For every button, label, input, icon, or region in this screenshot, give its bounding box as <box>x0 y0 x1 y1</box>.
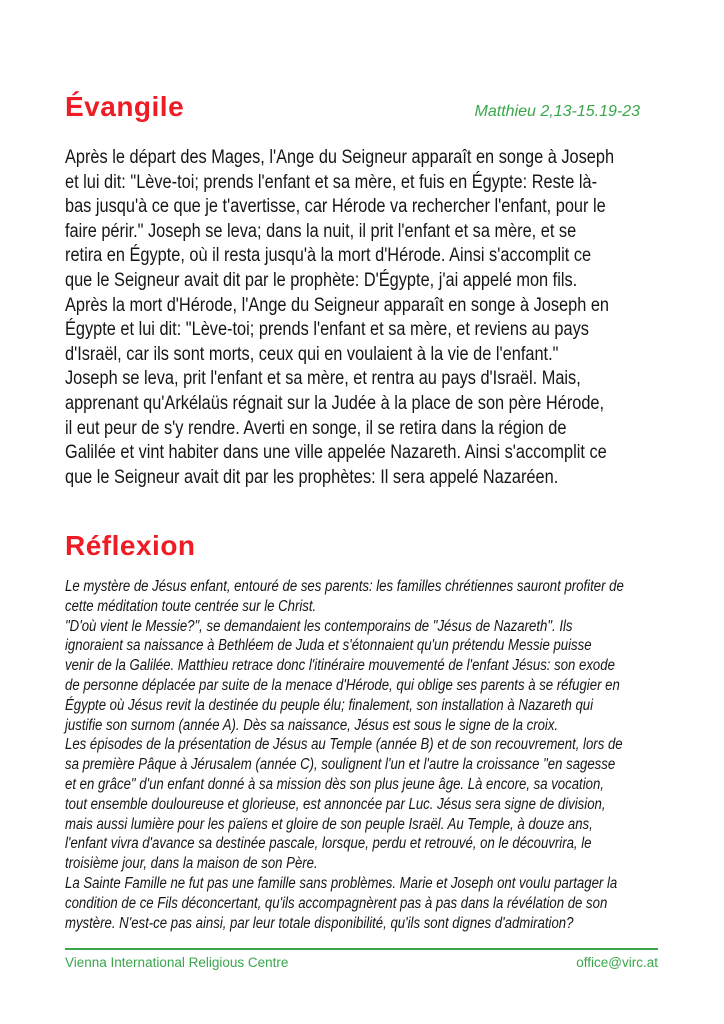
text-line: Galilée et vint habiter dans une ville appelée Nazareth. Ainsi s'accomplit ce <box>65 442 607 464</box>
text-line: Après la mort d'Hérode, l'Ange du Seigneur apparaît en songe à Joseph en <box>65 294 610 316</box>
text-line: et en grâce" d'un enfant donné à sa mission dès son plus jeune âge. Là encore, sa vocation, <box>65 775 604 793</box>
text-line: bas jusqu'à ce que je t'avertisse, car Hérode va rechercher l'enfant, pour le <box>65 196 606 218</box>
text-line: Après le départ des Mages, l'Ange du Seigneur apparaît en songe à Joseph <box>65 147 615 168</box>
text-line: venir de la Galilée. Matthieu retrace donc l'itinéraire mouvementé de l'enfant Jésus: son exode <box>65 657 615 675</box>
text-line: que le Seigneur avait dit par les prophètes: Il sera appelé Nazaréen. <box>65 466 559 488</box>
text-line: Joseph se leva, prit l'enfant et sa mère, et rentra au pays d'Israël. Mais, <box>65 368 581 390</box>
text-line: La Sainte Famille ne fut pas une famille sans problèmes. Marie et Joseph ont voulu partager la <box>65 874 618 892</box>
footer-organization: Vienna International Religious Centre <box>65 955 289 970</box>
text-line: ignoraient sa naissance à Bethléem de Juda et s'étonnaient qu'un prétendu Messie puisse <box>65 637 592 655</box>
text-line: apprenant qu'Arkélaüs régnait sur la Judée à la place de son père Hérode, <box>65 392 605 414</box>
text-line: de personne déplacée par suite de la menace d'Hérode, qui oblige ses parents à se réfugier en <box>65 676 620 694</box>
text-line: Les épisodes de la présentation de Jésus au Temple (année B) et de son recouvrement, lors de <box>65 736 623 754</box>
text-line: "D'où vient le Messie?", se demandaient les contemporains de "Jésus de Nazareth". Ils <box>65 617 573 635</box>
text-line: d'Israël, car ils sont morts, ceux qui en voulaient à la vie de l'enfant." <box>65 343 559 365</box>
text-line: mais aussi lumière pour les païens et gloire de son peuple Israël. Au Temple, à douze ans, <box>65 815 593 833</box>
text-line: il eut peur de s'y rendre. Averti en songe, il se retira dans la région de <box>65 417 567 439</box>
gospel-text-block <box>65 146 614 490</box>
reflection-text-block <box>65 577 624 933</box>
scripture-reference: Matthieu 2,13-15.19-23 <box>474 103 640 120</box>
text-line: l'enfant vivra d'avance sa destinée pascale, lorsque, perdu et retrouvé, on le découvrira, le <box>65 835 592 853</box>
page-footer <box>65 948 658 971</box>
text-line: Égypte où Jésus revit la destinée du peuple élu; finalement, son installation à Nazareth qui <box>65 696 594 714</box>
text-line: que le Seigneur avait dit par le prophète: D'Égypte, j'ai appelé mon fils. <box>65 269 578 291</box>
text-line: cette méditation toute centrée sur le Christ. <box>65 597 317 615</box>
footer-email: office@virc.at <box>576 955 658 970</box>
text-line: justifie son surnom (année A). Dès sa naissance, Jésus est sous le signe de la croix. <box>65 716 559 734</box>
text-line: condition de ce Fils déconcertant, qu'ils accompagnèrent pas à pas dans la révélation de son <box>65 894 608 912</box>
text-line: Le mystère de Jésus enfant, entouré de ses parents: les familles chrétiennes sauront profiter de <box>65 578 624 595</box>
text-line: et lui dit: "Lève-toi; prends l'enfant et sa mère, et fuis en Égypte: Reste là- <box>65 171 598 193</box>
reflexion-section-title: Réflexion <box>65 530 196 561</box>
text-line: Égypte et lui dit: "Lève-toi; prends l'enfant et sa mère, et reviens au pays <box>65 319 589 341</box>
text-line: troisième jour, dans la maison de son Père. <box>65 855 318 873</box>
text-line: sa première Pâque à Jérusalem (année C), soulignent l'un et l'autre la croissance "en sagesse <box>65 756 616 774</box>
text-line: mystère. N'est-ce pas ainsi, par leur totale disponibilité, qu'ils sont dignes d'admiration? <box>65 914 574 932</box>
page-header <box>65 92 640 122</box>
evangile-section-title: Évangile <box>65 91 185 122</box>
text-line: tout ensemble douloureuse et glorieuse, est annoncée par Luc. Jésus sera signe de division, <box>65 795 606 813</box>
text-line: faire périr." Joseph se leva; dans la nuit, il prit l'enfant et sa mère, et se <box>65 220 577 242</box>
text-line: retira en Égypte, où il resta jusqu'à la mort d'Hérode. Ainsi s'accomplit ce <box>65 245 592 267</box>
